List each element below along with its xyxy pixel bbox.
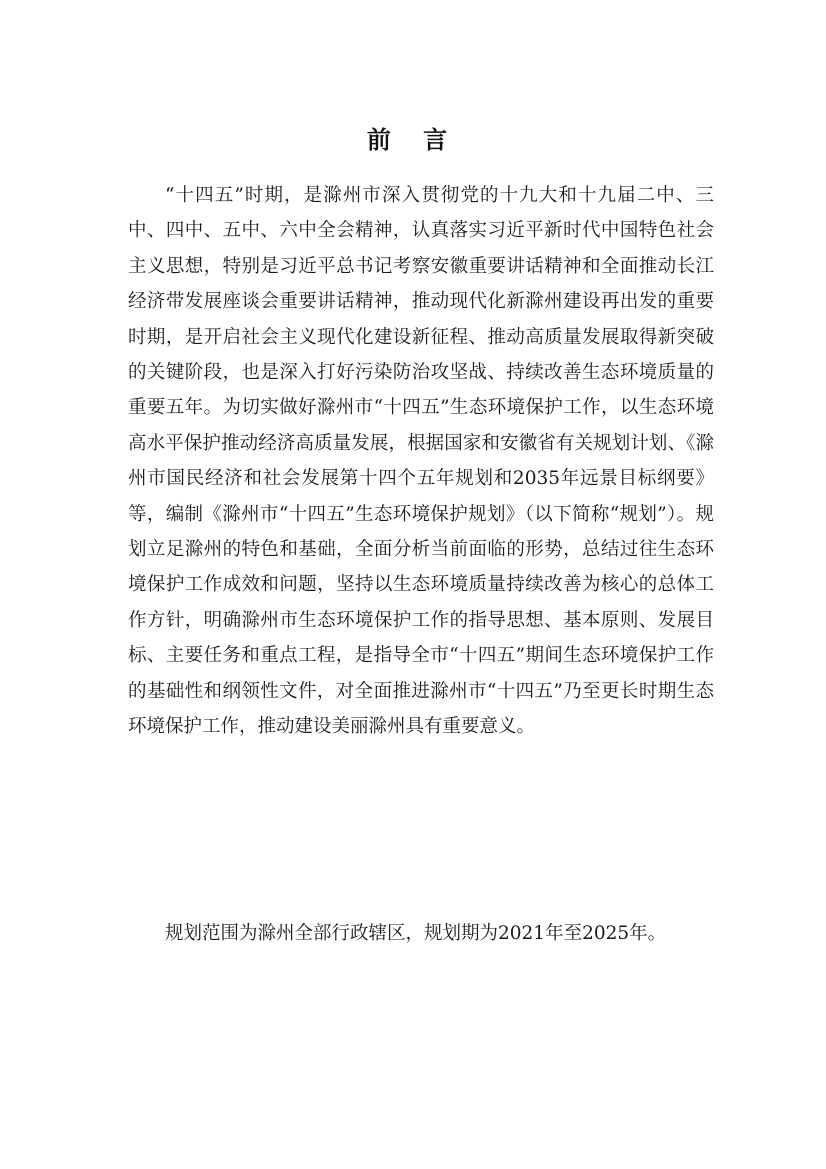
page-title: 前 言	[366, 126, 460, 154]
preface-paragraph-1: “十四五”时期，是滁州市深入贯彻党的十九大和十九届二中、三中、四中、五中、六中全会精神，认真落实习近平新时代中国特色社会主义思想，特别是习近平总书记考察安徽重要讲话精神和全面推动长江经济带发展座谈会重要讲话精神，推动现代化新滁州建设再出发的重要时期，是开启社会主义现代化建设新征程、推动高质量发展取得新突破的关键阶段，也是深入打好污染防治攻坚战、持续改善生态环境质量的重要五年。为切实做好滁州市“十四五”生态环境保护工作，以生态环境高水平保护推动经济高质量发展，根据国家和安徽省有关规划计划、《滁州市国民经济和社会发展第十四个五年规划和2035年远景目标纲要》等，编制《滁州市“十四五”生态环境保护规划》（以下简称“规划”）。规划立足滁州的特色和基础，全面分析当前面临的形势，总结过往生态环境保护工作成效和问题，坚持以生态环境质量持续改善为核心的总体工作方针，明确滁州市生态环境保护工作的指导思想、基本原则、发展目标、主要任务和重点工程，是指导全市“十四五”期间生态环境保护工作的基础性和纲领性文件，对全面推进滁州市“十四五”乃至更长时期生态环境保护工作，推动建设美丽滁州具有重要意义。	[128, 185, 714, 738]
preface-paragraph-2: 规划范围为滁州全部行政辖区，规划期为2021年至2025年。	[165, 923, 667, 944]
document-body	[128, 178, 714, 745]
